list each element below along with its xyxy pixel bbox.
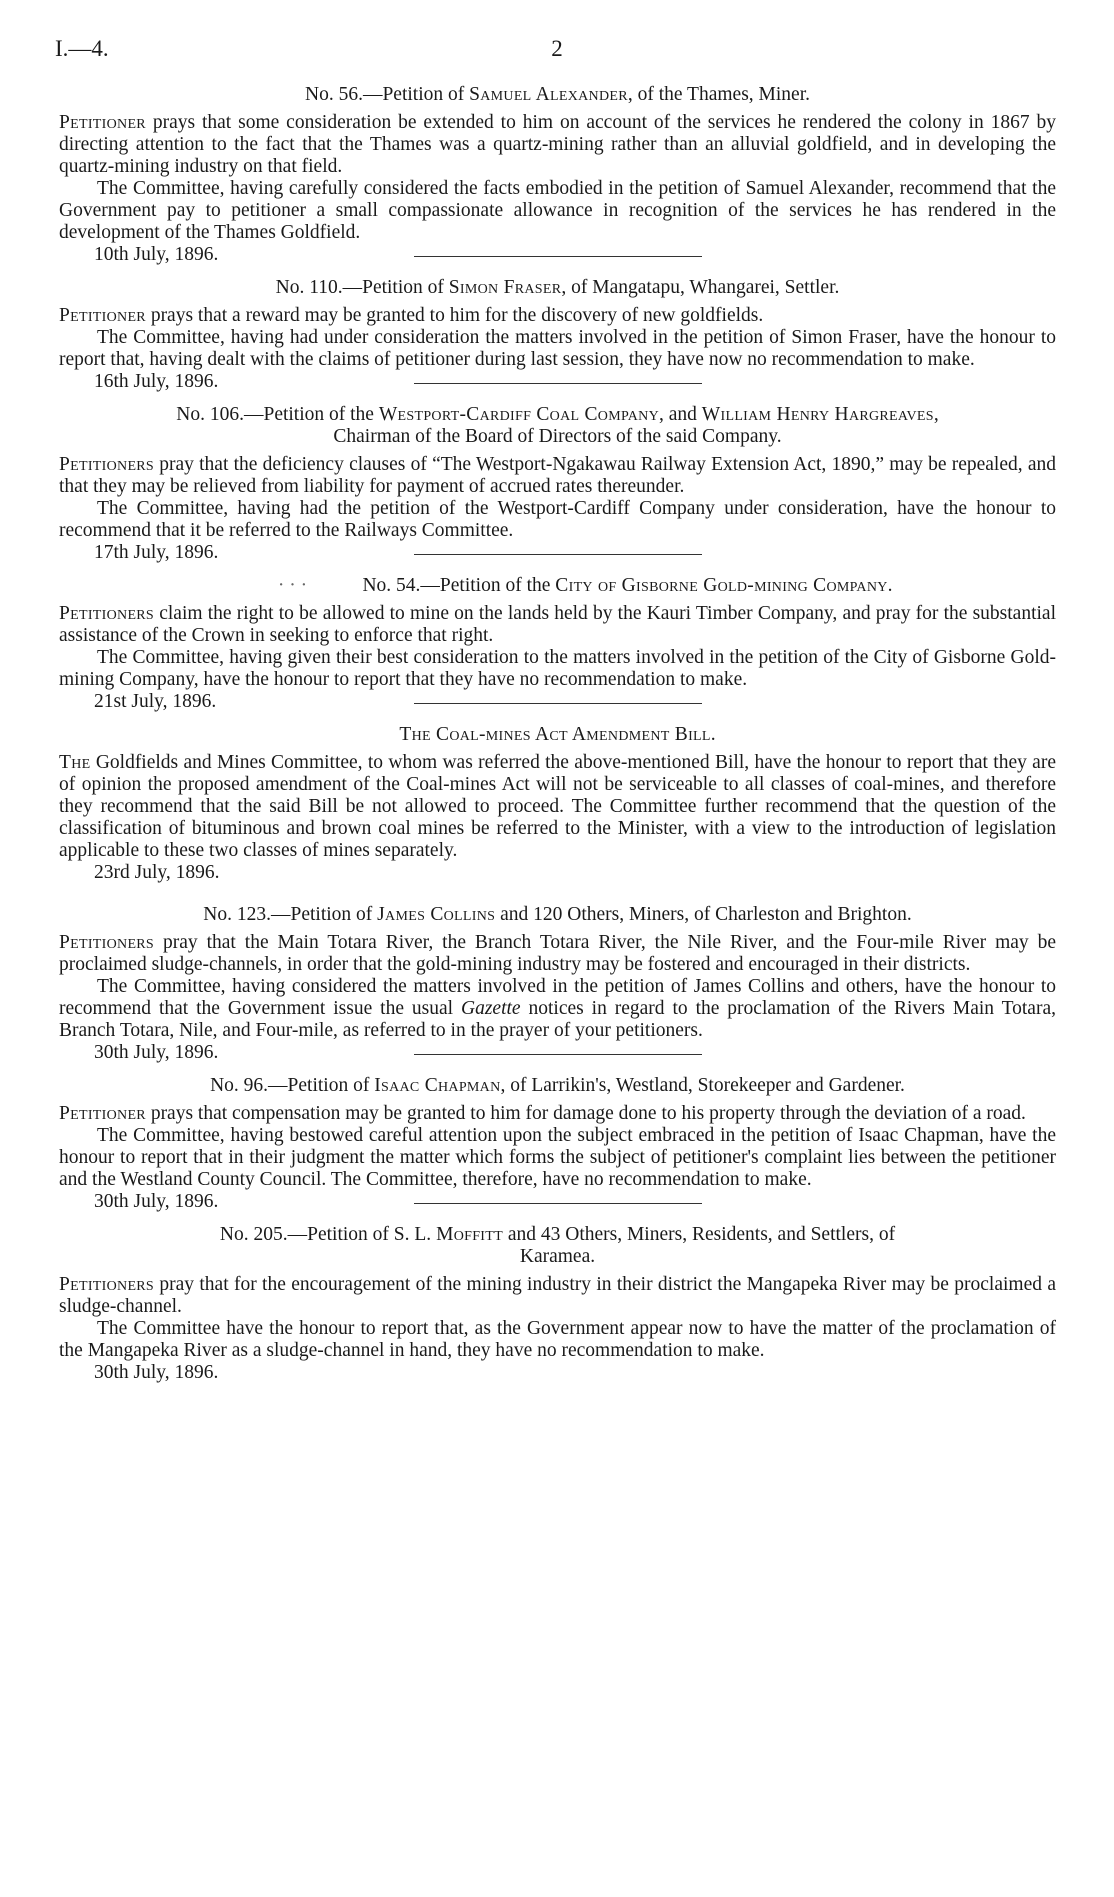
committee-report: The Committee have the honour to report that, as the Government appear now to have the matter of the proclamation of the Mangapeka River as a sludge-channel in hand, they have no recommendation to make. [59, 1318, 1056, 1361]
petition-prayer: Petitioners pray that the deficiency clauses of “The Westport-Ngakawau Railway Extension Act, 1890,” may be repealed, and that they may be relieved from liability for payment of accrued rates thereunder. [59, 454, 1056, 497]
page-content [59, 84, 1056, 1384]
petition-title: No. 110.—Petition of Simon Fraser, of Mangatapu, Whangarei, Settler. [275, 277, 840, 298]
petition-title: · · · No. 54.—Petition of the City of Gisborne Gold-mining Company. [59, 575, 1056, 597]
report-date: 16th July, 1896. [94, 371, 219, 392]
petition-110 [59, 277, 1056, 392]
petition-prayer: Petitioners pray that for the encouragement of the mining industry in their district the Mangapeka River may be proclaimed a sludge-channel. [59, 1274, 1056, 1317]
report-date: 10th July, 1896. [94, 244, 219, 265]
section-divider [414, 1054, 702, 1055]
section-divider [414, 256, 702, 257]
committee-report: The Committee, having bestowed careful attention upon the subject embraced in the petition of Isaac Chapman, have the honour to report that in their judgment the matter which forms the subject of petitioner's complaint lies between the petitioner and the Westland County Council. The Committee, therefore, have no recommendation to make. [59, 1125, 1056, 1190]
page-header [55, 38, 1059, 68]
coal-mines-bill [59, 724, 1056, 904]
petition-prayer: Petitioner prays that a reward may be granted to him for the discovery of new goldfields. [59, 305, 764, 326]
petition-title-line2: Karamea. [519, 1246, 596, 1267]
report-date: 17th July, 1896. [94, 542, 219, 563]
committee-report: The Committee, having given their best consideration to the matters involved in the petition of the City of Gisborne Gold-mining Company, have the honour to report that they have no recommendation to make. [59, 647, 1056, 690]
section-divider [414, 383, 702, 384]
petitioner-name: James Collins [377, 904, 496, 925]
petition-title: No. 205.—Petition of S. L. Moffitt and 43 Others, Miners, Residents, and Settlers, of [219, 1224, 896, 1245]
petitioner-name-2: William Henry Hargreaves [701, 404, 934, 425]
petition-title-line2: Chairman of the Board of Directors of the said Company. [333, 426, 782, 447]
committee-report: The Committee, having considered the matters involved in the petition of James Collins and others, have the honour to recommend that the Government issue the usual Gazette notices in regard to the proclamation of the Rivers Main Totara, Branch Totara, Nile, and Four-mile, as referred to in the prayer of your petitioners. [59, 976, 1056, 1041]
petition-56 [59, 84, 1056, 265]
petition-106 [59, 404, 1056, 563]
petition-54 [59, 575, 1056, 712]
petitioner-name: Moffitt [436, 1224, 503, 1245]
report-date: 21st July, 1896. [94, 691, 217, 712]
petition-title: No. 106.—Petition of the Westport-Cardiff Coal Company, and William Henry Hargreaves, [176, 404, 939, 425]
committee-report: The Goldfields and Mines Committee, to whom was referred the above-mentioned Bill, have the honour to report that they are of opinion the proposed amendment of the Coal-mines Act will not be serviceable to all classes of coal-mines, and therefore they recommend that the said Bill be not allowed to proceed. The Committee further recommend that the question of the classification of bituminous and brown coal mines be referred to the Minister, with a view to the introduction of legislation applicable to these two classes of mines separately. [59, 752, 1056, 861]
committee-report: The Committee, having carefully considered the facts embodied in the petition of Samuel Alexander, recommend that the Government pay to petitioner a small compassionate allowance in recognition of the services he has rendered in the development of the Thames Goldfield. [59, 178, 1056, 243]
petition-prayer: Petitioners pray that the Main Totara River, the Branch Totara River, the Nile River, and the Four-mile River may be proclaimed sludge-channels, in order that the gold-mining industry may be fostered and encouraged in their districts. [59, 932, 1056, 975]
parliamentary-paper-reference: I.—4. [55, 36, 109, 61]
petition-title: No. 56.—Petition of Samuel Alexander, of the Thames, Miner. [304, 84, 810, 105]
section-gap [59, 884, 1056, 904]
petition-prayer: Petitioner prays that some consideration be extended to him on account of the services he rendered the colony in 1867 by directing attention to the fact that the Thames was a quartz-mining rather than an alluvial goldfield, and in developing the quartz-mining industry on that field. [59, 112, 1056, 177]
petitioner-name: Isaac Chapman [374, 1075, 501, 1096]
report-date: 23rd July, 1896. [94, 862, 220, 883]
petition-prayer: Petitioners claim the right to be allowed to mine on the lands held by the Kauri Timber Company, and pray for the substantial assistance of the Crown in seeking to enforce that right. [59, 603, 1056, 646]
petition-96 [59, 1075, 1056, 1212]
petitioner-name: Simon Fraser [448, 277, 562, 298]
page-number: 2 [551, 36, 563, 61]
bill-title: The Coal-mines Act Amendment Bill. [399, 724, 716, 745]
report-date: 30th July, 1896. [94, 1042, 219, 1063]
petition-123 [59, 904, 1056, 1063]
section-divider [414, 1203, 702, 1204]
petitioner-name: Samuel Alexander [469, 84, 628, 105]
section-divider [414, 554, 702, 555]
petition-title: No. 96.—Petition of Isaac Chapman, of Larrikin's, Westland, Storekeeper and Gardener. [210, 1075, 905, 1096]
report-date: 30th July, 1896. [94, 1362, 219, 1383]
petition-prayer: Petitioner prays that compensation may be granted to him for damage done to his property through the deviation of a road. [59, 1103, 1026, 1124]
gazette-italic: Gazette [461, 998, 521, 1019]
section-divider [414, 703, 702, 704]
stray-marks: · · · [277, 575, 308, 596]
petitioner-name: City of Gisborne Gold-mining Company [555, 575, 888, 596]
petition-205 [59, 1224, 1056, 1384]
petition-title: No. 123.—Petition of James Collins and 120 Others, Miners, of Charleston and Brighton. [203, 904, 912, 925]
committee-report: The Committee, having had the petition of the Westport-Cardiff Company under consideration, have the honour to recommend that it be referred to the Railways Committee. [59, 498, 1056, 541]
petitioner-name: Westport-Cardiff Coal Company [378, 404, 660, 425]
committee-report: The Committee, having had under consideration the matters involved in the petition of Simon Fraser, have the honour to report that, having dealt with the claims of petitioner during last session, they have now no recommendation to make. [59, 327, 1056, 370]
report-date: 30th July, 1896. [94, 1191, 219, 1212]
